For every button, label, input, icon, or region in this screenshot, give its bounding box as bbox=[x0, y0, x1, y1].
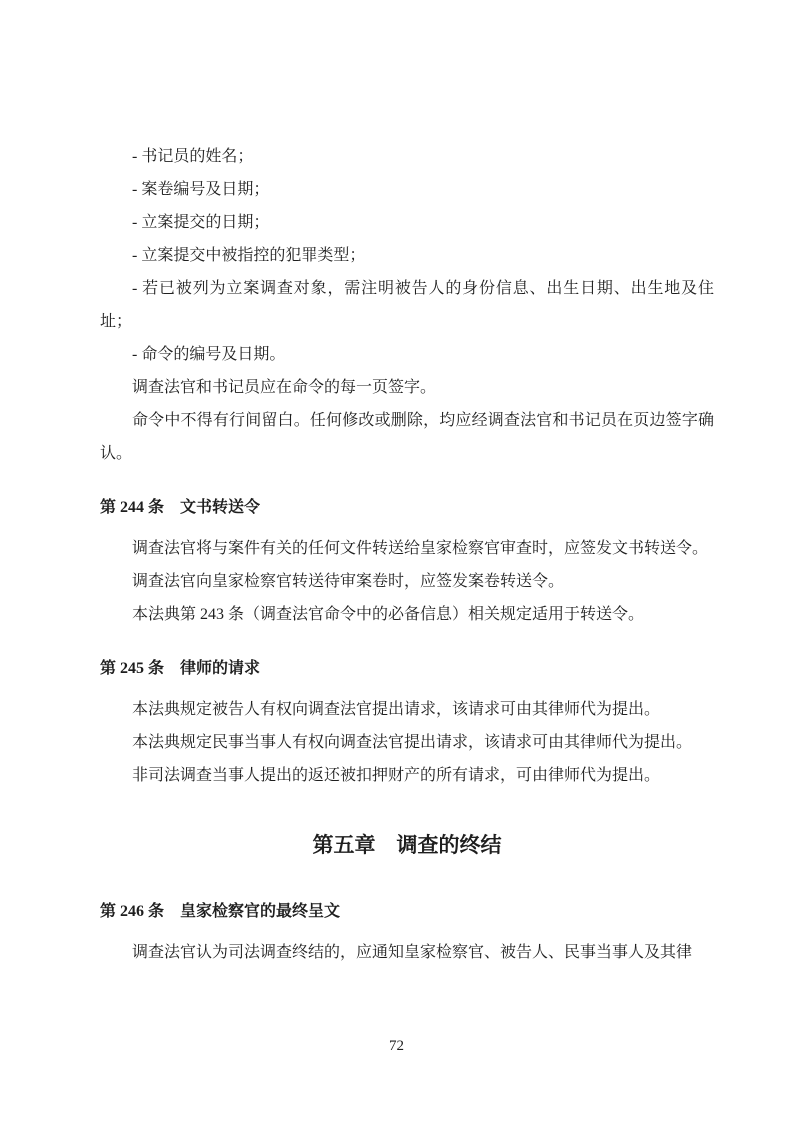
list-item: - 立案提交的日期； bbox=[132, 214, 270, 231]
article-244-heading: 第 244 条 文书转送令 bbox=[100, 499, 261, 516]
paragraph: 本法典规定被告人有权向调查法官提出请求，该请求可由其律师代为提出。 bbox=[132, 701, 661, 718]
article-245-heading: 第 245 条 律师的请求 bbox=[100, 660, 261, 677]
paragraph: 调查法官向皇家检察官转送待审案卷时，应签发案卷转送令。 bbox=[132, 573, 565, 590]
paragraph: 非司法调查当事人提出的返还被扣押财产的所有请求，可由律师代为提出。 bbox=[132, 767, 661, 784]
list-item: - 案卷编号及日期； bbox=[132, 181, 270, 198]
paragraph: 调查法官和书记员应在命令的每一页签字。 bbox=[132, 379, 437, 396]
list-item: - 书记员的姓名； bbox=[132, 148, 254, 165]
page-content bbox=[100, 140, 714, 969]
paragraph: 调查法官认为司法调查终结的，应通知皇家检察官、被告人、民事当事人及其律 bbox=[132, 944, 693, 961]
chapter-5-heading: 第五章 调查的终结 bbox=[312, 833, 502, 857]
paragraph: 命令中不得有行间留白。任何修改或删除，均应经调查法官和书记员在页边签字确认。 bbox=[100, 412, 714, 462]
paragraph: 调查法官将与案件有关的任何文件转送给皇家检察官审查时，应签发文书转送令。 bbox=[132, 540, 709, 557]
list-item: - 命令的编号及日期。 bbox=[132, 346, 286, 363]
paragraph: 本法典第 243 条（调查法官命令中的必备信息）相关规定适用于转送令。 bbox=[132, 606, 645, 623]
list-item: - 立案提交中被指控的犯罪类型； bbox=[132, 247, 366, 264]
list-item: - 若已被列为立案调查对象，需注明被告人的身份信息、出生日期、出生地及住址； bbox=[100, 280, 714, 330]
article-246-heading: 第 246 条 皇家检察官的最终呈文 bbox=[100, 903, 341, 920]
page-number: 72 bbox=[389, 1038, 404, 1054]
paragraph: 本法典规定民事当事人有权向调查法官提出请求，该请求可由其律师代为提出。 bbox=[132, 734, 693, 751]
